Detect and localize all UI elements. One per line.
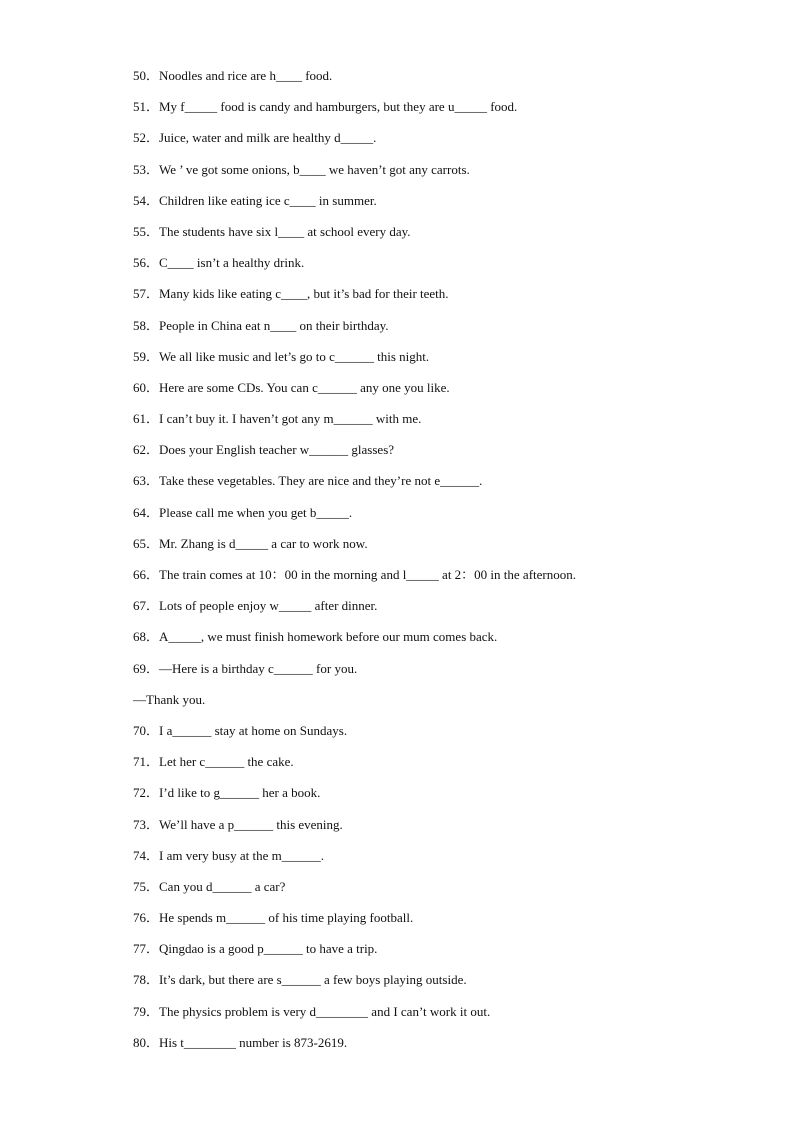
exercise-item-70: 70．I a______ stay at home on Sundays. <box>133 722 348 738</box>
exercise-item-64: 64．Please call me when you get b_____. <box>133 504 353 520</box>
exercise-item-52: 52．Juice, water and milk are healthy d_____. <box>133 130 377 146</box>
exercise-item-61: 61．I can’t buy it. I haven’t got any m______ with me. <box>133 411 422 427</box>
exercise-item-67: 67．Lots of people enjoy w_____ after dinner. <box>133 598 378 614</box>
exercise-item-54: 54．Children like eating ice c____ in summer. <box>133 192 377 208</box>
exercise-item-66: 66．The train comes at 10：00 in the morning and l_____ at 2：00 in the afternoon. <box>133 567 576 582</box>
exercise-item-73: 73．We’ll have a p______ this evening. <box>133 816 343 832</box>
exercise-item-77: 77．Qingdao is a good p______ to have a trip. <box>133 941 378 957</box>
exercise-item-69-reply: —Thank you. <box>133 691 206 707</box>
exercise-item-62: 62．Does your English teacher w______ glasses? <box>133 442 395 458</box>
exercise-item-50: 50．Noodles and rice are h____ food. <box>133 68 333 83</box>
exercise-item-69: 69．—Here is a birthday c______ for you. <box>133 660 358 676</box>
exercise-item-80: 80．His t________ number is 873-2619. <box>133 1034 348 1050</box>
exercise-item-79: 79．The physics problem is very d________ and I can’t work it out. <box>133 1003 491 1019</box>
exercise-item-59: 59．We all like music and let’s go to c______ this night. <box>133 348 430 364</box>
exercise-item-65: 65．Mr. Zhang is d_____ a car to work now. <box>133 535 368 551</box>
exercise-item-56: 56．C____ isn’t a healthy drink. <box>133 255 305 271</box>
exercise-item-60: 60．Here are some CDs. You can c______ any one you like. <box>133 379 450 395</box>
exercise-item-78: 78．It’s dark, but there are s______ a few boys playing outside. <box>133 972 467 988</box>
exercise-item-55: 55．The students have six l____ at school every day. <box>133 223 411 239</box>
exercise-item-68: 68．A_____, we must finish homework before our mum comes back. <box>133 629 498 645</box>
exercise-list <box>133 65 753 1063</box>
exercise-item-76: 76．He spends m______ of his time playing football. <box>133 910 414 926</box>
exercise-item-72: 72．I’d like to g______ her a book. <box>133 785 321 801</box>
exercise-item-71: 71．Let her c______ the cake. <box>133 754 294 770</box>
exercise-item-53: 53．We ’ ve got some onions, b____ we haven’t got any carrots. <box>133 161 470 177</box>
exercise-item-51: 51．My f_____ food is candy and hamburgers, but they are u_____ food. <box>133 99 518 115</box>
exercise-item-63: 63．Take these vegetables. They are nice and they’re not e______. <box>133 473 483 489</box>
exercise-item-58: 58．People in China eat n____ on their birthday. <box>133 317 389 333</box>
exercise-item-57: 57．Many kids like eating c____, but it’s bad for their teeth. <box>133 286 449 302</box>
exercise-item-74: 74．I am very busy at the m______. <box>133 847 324 863</box>
exercise-item-75: 75．Can you d______ a car? <box>133 878 286 894</box>
